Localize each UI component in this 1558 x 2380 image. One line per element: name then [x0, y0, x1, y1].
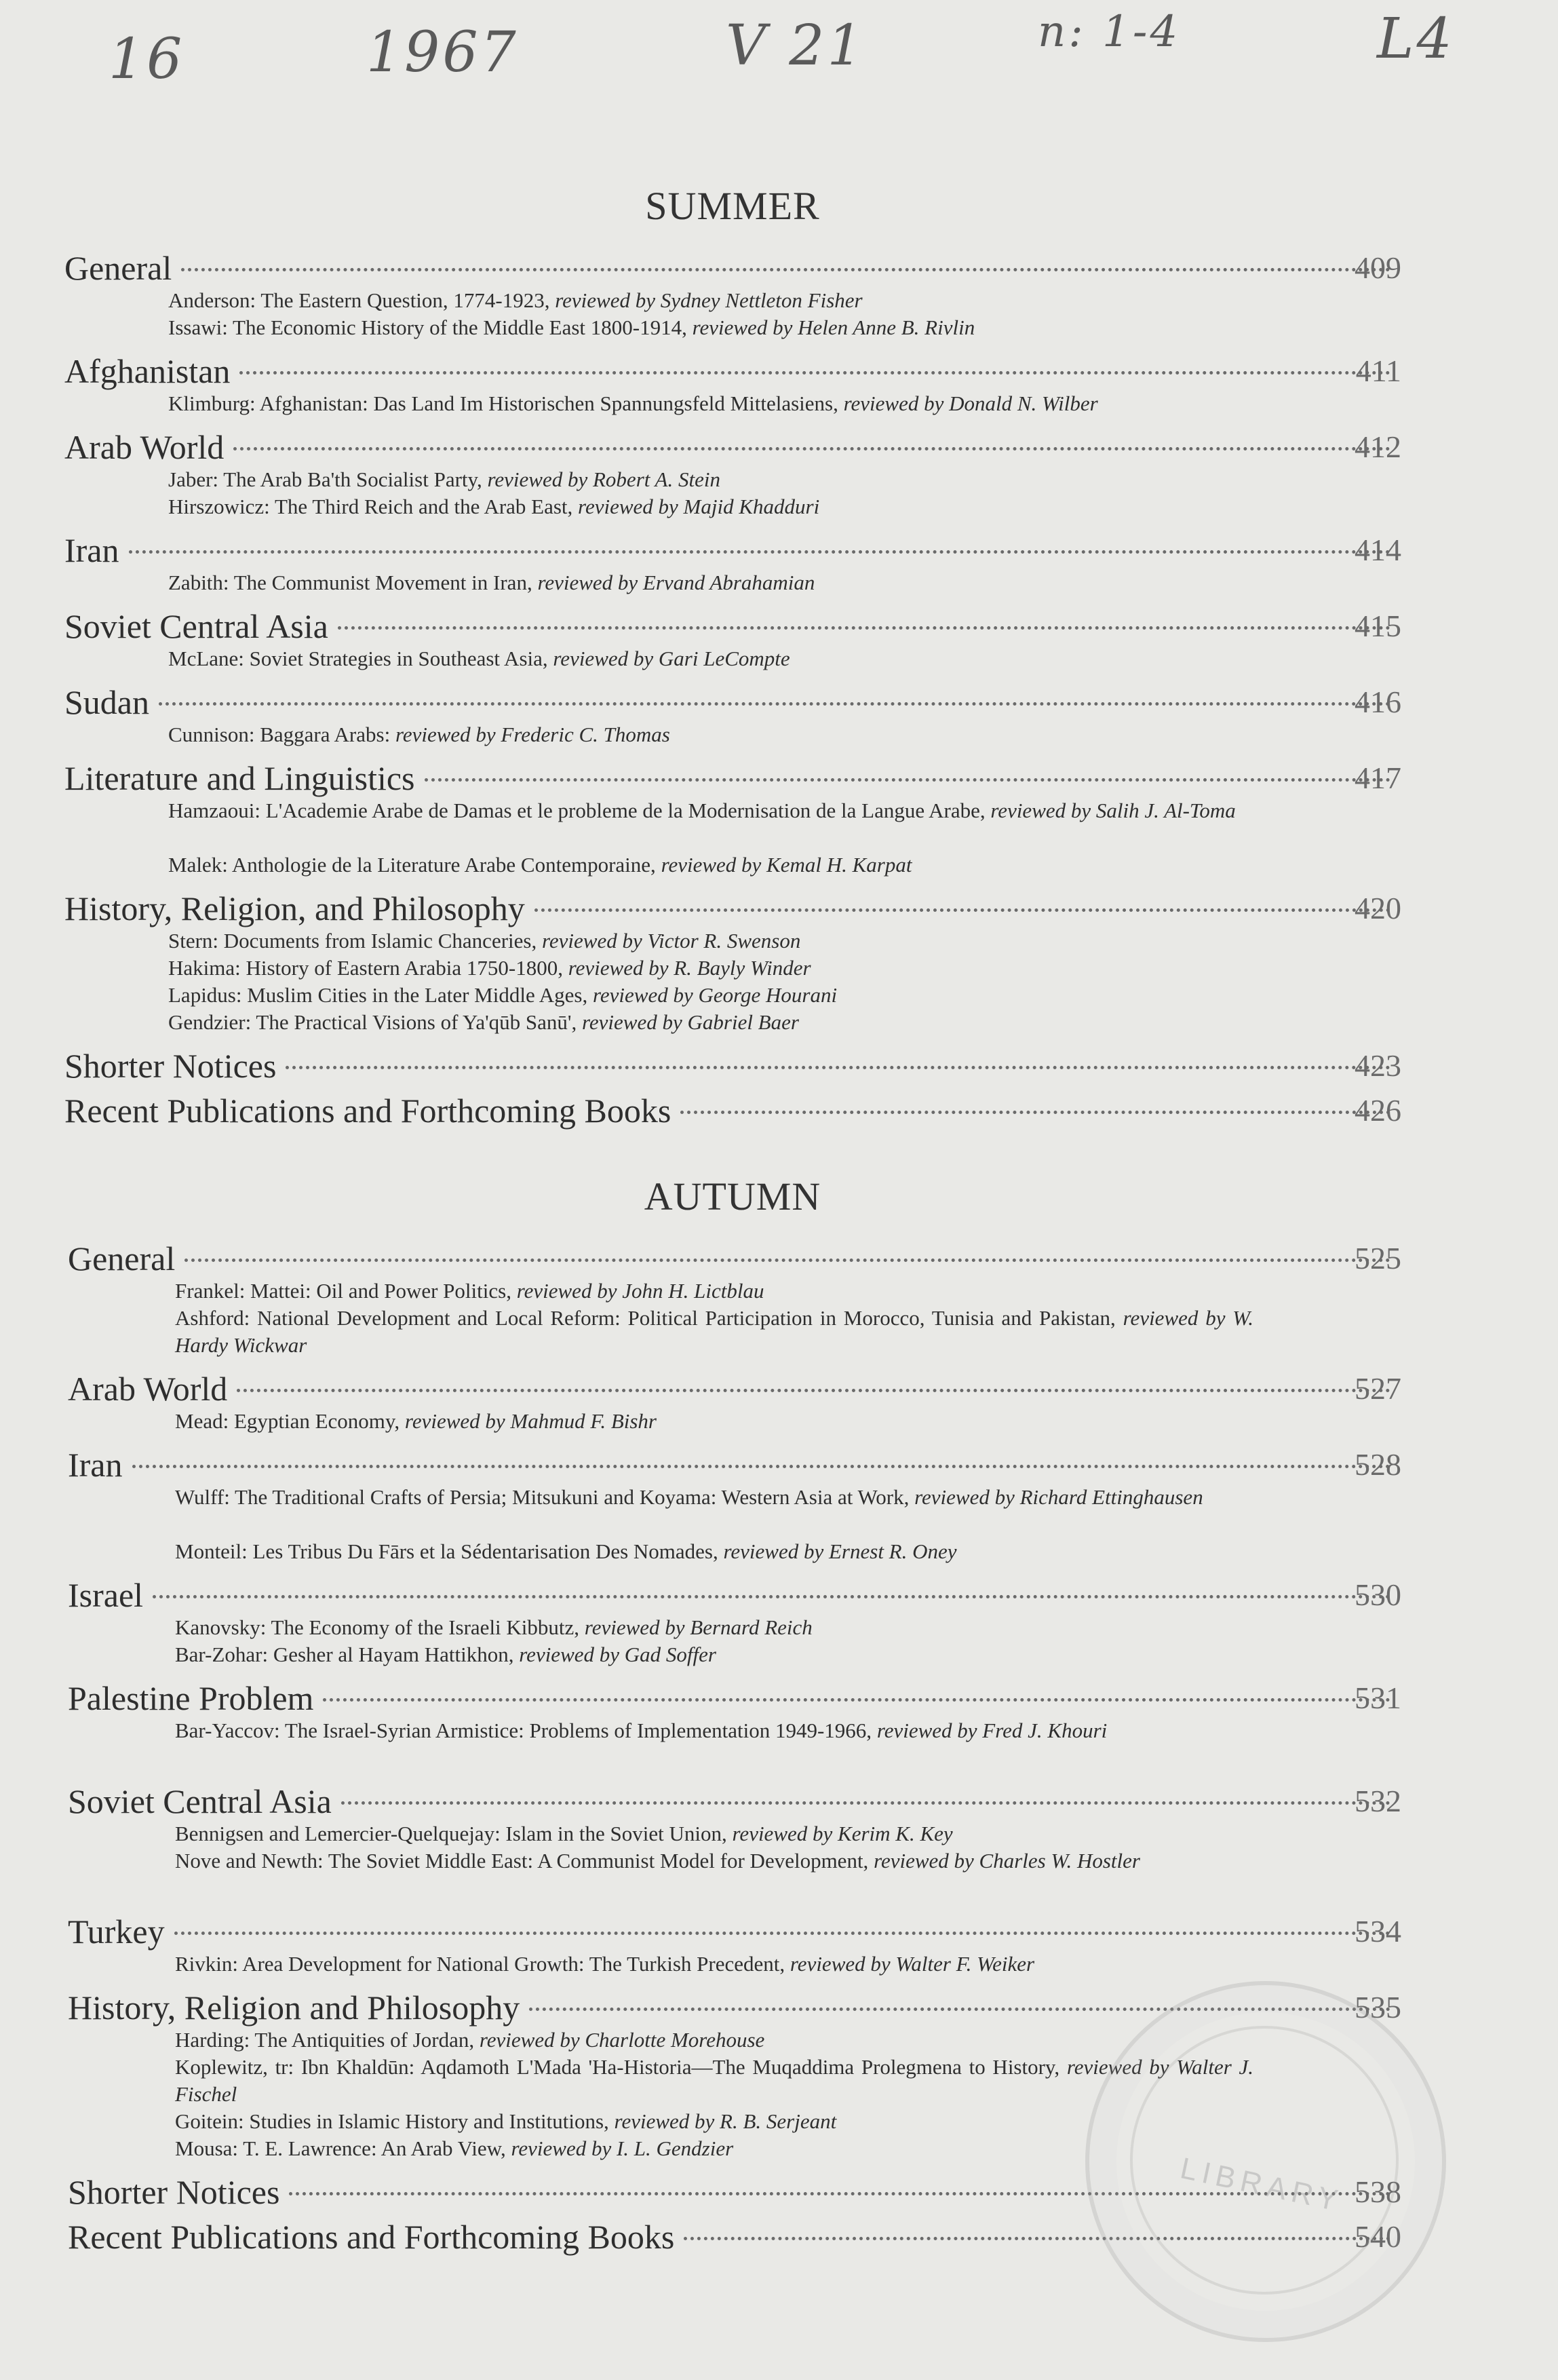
toc-entry-page-number: 527: [1355, 1371, 1401, 1406]
dot-leader: [237, 1389, 1390, 1392]
review-item: [175, 1717, 1253, 1744]
review-reviewer: reviewed by Kerim K. Key: [732, 1822, 953, 1845]
review-item: [175, 1305, 1253, 1359]
review-item: [175, 1278, 1253, 1305]
review-item: [175, 1484, 1253, 1511]
toc-entry[interactable]: [68, 1781, 1401, 1822]
toc-entry[interactable]: [68, 1238, 1401, 1279]
review-book: Hamzaoui: L'Academie Arabe de Damas et le probleme de la Modernisation de la Langue Arabe,: [168, 799, 991, 822]
dot-leader: [534, 908, 1390, 912]
review-book: Malek: Anthologie de la Literature Arabe Contemporaine,: [168, 853, 661, 877]
review-book: McLane: Soviet Strategies in Southeast Asia,: [168, 647, 553, 670]
review-book: Mousa: T. E. Lawrence: An Arab View,: [175, 2136, 511, 2160]
toc-entry-page-number: 415: [1355, 609, 1401, 643]
dot-leader: [323, 1698, 1390, 1702]
toc-entry-page-number: 412: [1355, 429, 1401, 464]
toc-entry-title: Shorter Notices: [64, 1047, 277, 1085]
toc-entry-page-number: 540: [1355, 2219, 1401, 2254]
review-reviewer: reviewed by Bernard Reich: [584, 1615, 813, 1639]
season-heading: AUTUMN: [644, 1174, 821, 1218]
review-item: [168, 927, 1247, 955]
review-item: [168, 721, 1247, 748]
review-reviewer: reviewed by John H. Lictblau: [516, 1279, 764, 1303]
review-book: Klimburg: Afghanistan: Das Land Im Historischen Spannungsfeld Mittelasiens,: [168, 391, 844, 415]
review-reviewer: reviewed by Ernest R. Oney: [723, 1539, 957, 1563]
review-reviewer: reviewed by Frederic C. Thomas: [395, 723, 670, 746]
dot-leader: [341, 1801, 1390, 1805]
toc-entry-page-number: 409: [1355, 250, 1401, 285]
review-item: [168, 314, 1247, 341]
review-item: [168, 466, 1247, 493]
review-item: [175, 2108, 1253, 2135]
review-reviewer: reviewed by I. L. Gendzier: [511, 2136, 734, 2160]
toc-entry-page-number: 414: [1355, 533, 1401, 567]
review-book: Hakima: History of Eastern Arabia 1750-1800,: [168, 956, 568, 980]
toc-entry[interactable]: [68, 1575, 1401, 1615]
review-book: Anderson: The Eastern Question, 1774-1923,: [168, 288, 556, 312]
review-item: [175, 1641, 1253, 1668]
toc-entry-title: Israel: [68, 1576, 144, 1614]
dot-leader: [529, 2008, 1390, 2011]
handwritten-year: 1967: [366, 20, 519, 85]
review-book: Harding: The Antiquities of Jordan,: [175, 2028, 480, 2052]
review-reviewer: reviewed by Walter J. Fischel: [175, 2055, 1253, 2106]
toc-entry[interactable]: [64, 530, 1401, 571]
toc-entry[interactable]: [64, 427, 1401, 467]
review-item: [175, 1951, 1253, 1978]
review-book: Nove and Newth: The Soviet Middle East: A Communist Model for Development,: [175, 1849, 874, 1873]
review-reviewer: reviewed by Sydney Nettleton Fisher: [555, 288, 863, 312]
review-item: [175, 1538, 1253, 1565]
handwritten-issue: n: 1-4: [1038, 7, 1181, 57]
library-stamp-text: LIBRARY: [1177, 2151, 1346, 2219]
review-reviewer: reviewed by Gad Soffer: [519, 1643, 716, 1666]
toc-entry-page-number: 420: [1355, 891, 1401, 925]
toc-entry-title: Iran: [64, 531, 119, 569]
review-item: [175, 1847, 1253, 1875]
review-reviewer: reviewed by Helen Anne B. Rivlin: [692, 315, 975, 339]
toc-entry[interactable]: [68, 1911, 1401, 1952]
season-heading: SUMMER: [645, 184, 820, 228]
review-book: Gendzier: The Practical Visions of Ya'qūb Sanū',: [168, 1010, 582, 1034]
toc-entry-title: Recent Publications and Forthcoming Books: [68, 2218, 675, 2256]
toc-entry[interactable]: [64, 351, 1401, 391]
toc-entry[interactable]: [64, 248, 1401, 288]
toc-entry[interactable]: [68, 1987, 1401, 2028]
review-book: Stern: Documents from Islamic Chanceries,: [168, 929, 542, 953]
toc-entry-title: General: [64, 249, 172, 287]
review-item: [168, 390, 1247, 417]
review-book: Bennigsen and Lemercier-Quelquejay: Islam in the Soviet Union,: [175, 1822, 733, 1845]
dot-leader: [153, 1595, 1390, 1598]
review-item: [168, 851, 1247, 879]
review-reviewer: reviewed by Victor R. Swenson: [541, 929, 801, 953]
review-item: [175, 2135, 1253, 2162]
toc-entry-title: Arab World: [64, 428, 225, 466]
handwritten-volume: V 21: [726, 14, 865, 78]
review-book: Issawi: The Economic History of the Middle East 1800-1914,: [168, 315, 693, 339]
toc-entry-page-number: 416: [1355, 685, 1401, 719]
toc-entry-title: Soviet Central Asia: [64, 607, 328, 645]
review-item: [175, 1408, 1253, 1435]
review-book: Zabith: The Communist Movement in Iran,: [168, 571, 538, 594]
review-reviewer: reviewed by Gabriel Baer: [582, 1010, 799, 1034]
toc-entry-title: History, Religion and Philosophy: [68, 1989, 520, 2027]
review-reviewer: reviewed by Robert A. Stein: [487, 467, 720, 491]
review-book: Koplewitz, tr: Ibn Khaldūn: Aqdamoth L'Mada 'Ha-Historia—The Muqaddima Prolegmena to History,: [175, 2055, 1067, 2079]
toc-entry[interactable]: [68, 2172, 1401, 2212]
review-book: Goitein: Studies in Islamic History and Institutions,: [175, 2109, 615, 2133]
review-reviewer: reviewed by Donald N. Wilber: [843, 391, 1098, 415]
review-reviewer: reviewed by R. B. Serjeant: [614, 2109, 837, 2133]
toc-entry[interactable]: [68, 1368, 1401, 1409]
review-book: Cunnison: Baggara Arabs:: [168, 723, 395, 746]
review-book: Monteil: Les Tribus Du Fārs et la Sédentarisation Des Nomades,: [175, 1539, 724, 1563]
review-item: [168, 1009, 1247, 1036]
review-book: Wulff: The Traditional Crafts of Persia; Mitsukuni and Koyama: Western Asia at Work,: [175, 1485, 915, 1509]
review-reviewer: reviewed by Walter F. Weiker: [790, 1952, 1035, 1976]
review-reviewer: reviewed by Charlotte Morehouse: [479, 2028, 765, 2052]
review-reviewer: reviewed by Fred J. Khouri: [876, 1719, 1108, 1742]
dot-leader: [286, 1066, 1390, 1069]
review-book: Lapidus: Muslim Cities in the Later Middle Ages,: [168, 983, 593, 1007]
toc-entry-page-number: 531: [1355, 1681, 1401, 1715]
review-item: [168, 493, 1247, 520]
dot-leader: [184, 1259, 1390, 1262]
review-book: Jaber: The Arab Ba'th Socialist Party,: [168, 467, 488, 491]
dot-leader: [132, 1465, 1391, 1468]
toc-entry[interactable]: [68, 2216, 1401, 2257]
review-item: [168, 955, 1247, 982]
toc-entry-title: Turkey: [68, 1913, 165, 1951]
toc-entry-page-number: 538: [1355, 2174, 1401, 2209]
handwritten-volume-no: 16: [109, 27, 185, 92]
dot-leader: [181, 268, 1390, 271]
toc-entry-page-number: 423: [1355, 1048, 1401, 1083]
review-item: [175, 2054, 1253, 2108]
review-item: [168, 287, 1247, 314]
toc-entry-title: Sudan: [64, 683, 149, 721]
toc-entry-page-number: 411: [1355, 353, 1401, 388]
dot-leader: [289, 2192, 1390, 2195]
review-item: [168, 982, 1247, 1009]
dot-leader: [684, 2237, 1390, 2240]
toc-entry[interactable]: [68, 1678, 1401, 1719]
review-item: [168, 569, 1247, 596]
review-reviewer: reviewed by Richard Ettinghausen: [914, 1485, 1203, 1509]
toc-entry-page-number: 530: [1355, 1577, 1401, 1612]
toc-entry[interactable]: [68, 1444, 1401, 1485]
toc-entry-page-number: 535: [1355, 1990, 1401, 2024]
toc-entry-page-number: 525: [1355, 1241, 1401, 1275]
toc-entry-title: Iran: [68, 1446, 123, 1484]
review-book: Frankel: Mattei: Oil and Power Politics,: [175, 1279, 517, 1303]
dot-leader: [338, 626, 1390, 630]
review-book: Mead: Egyptian Economy,: [175, 1409, 405, 1433]
dot-leader: [680, 1111, 1390, 1114]
review-reviewer: reviewed by Mahmud F. Bishr: [404, 1409, 657, 1433]
review-book: Hirszowicz: The Third Reich and the Arab East,: [168, 495, 579, 518]
review-reviewer: reviewed by Salih J. Al-Toma: [990, 799, 1236, 822]
toc-entry-title: Arab World: [68, 1370, 228, 1408]
toc-entry-page-number: 417: [1355, 761, 1401, 795]
review-item: [175, 1614, 1253, 1641]
review-reviewer: reviewed by Kemal H. Karpat: [661, 853, 912, 877]
toc-entry-page-number: 426: [1355, 1093, 1401, 1128]
toc-entry-title: Soviet Central Asia: [68, 1782, 332, 1820]
review-reviewer: reviewed by R. Bayly Winder: [568, 956, 811, 980]
toc-entry[interactable]: [64, 758, 1401, 799]
dot-leader: [159, 702, 1390, 706]
review-item: [175, 1820, 1253, 1847]
toc-entry[interactable]: [64, 888, 1401, 929]
review-reviewer: reviewed by Gari LeCompte: [553, 647, 790, 670]
review-reviewer: reviewed by Majid Khadduri: [578, 495, 820, 518]
review-book: Rivkin: Area Development for National Growth: The Turkish Precedent,: [175, 1952, 790, 1976]
review-reviewer: reviewed by George Hourani: [592, 983, 838, 1007]
toc-entry[interactable]: [64, 1090, 1401, 1131]
dot-leader: [174, 1932, 1390, 1935]
review-reviewer: reviewed by Ervand Abrahamian: [537, 571, 815, 594]
toc-entry-title: General: [68, 1240, 176, 1278]
review-item: [168, 797, 1247, 824]
review-item: [175, 2027, 1253, 2054]
toc-entry[interactable]: [64, 606, 1401, 647]
toc-entry-title: Recent Publications and Forthcoming Books: [64, 1092, 671, 1130]
review-book: Bar-Zohar: Gesher al Hayam Hattikhon,: [175, 1643, 520, 1666]
toc-entry-page-number: 532: [1355, 1784, 1401, 1818]
review-item: [168, 645, 1247, 672]
dot-leader: [129, 550, 1391, 554]
dot-leader: [233, 447, 1390, 450]
dot-leader: [239, 371, 1390, 375]
dot-leader: [425, 778, 1390, 782]
review-book: Kanovsky: The Economy of the Israeli Kibbutz,: [175, 1615, 585, 1639]
toc-entry-title: Afghanistan: [64, 352, 231, 390]
toc-entry-page-number: 528: [1355, 1447, 1401, 1482]
review-reviewer: reviewed by W. Hardy Wickwar: [175, 1306, 1254, 1357]
review-book: Ashford: National Development and Local Reform: Political Participation in Morocco, Tunisia and Pakistan,: [175, 1306, 1123, 1330]
toc-entry-title: Palestine Problem: [68, 1679, 314, 1717]
toc-entry[interactable]: [64, 682, 1401, 723]
toc-entry-title: Literature and Linguistics: [64, 759, 415, 797]
toc-entry-page-number: 534: [1355, 1914, 1401, 1949]
review-book: Bar-Yaccov: The Israel-Syrian Armistice: Problems of Implementation 1949-1966,: [175, 1719, 877, 1742]
toc-entry-title: Shorter Notices: [68, 2173, 280, 2211]
handwritten-shelf-mark: L4: [1377, 7, 1455, 71]
toc-entry[interactable]: [64, 1045, 1401, 1086]
review-reviewer: reviewed by Charles W. Hostler: [874, 1849, 1140, 1873]
toc-entry-title: History, Religion, and Philosophy: [64, 889, 525, 927]
